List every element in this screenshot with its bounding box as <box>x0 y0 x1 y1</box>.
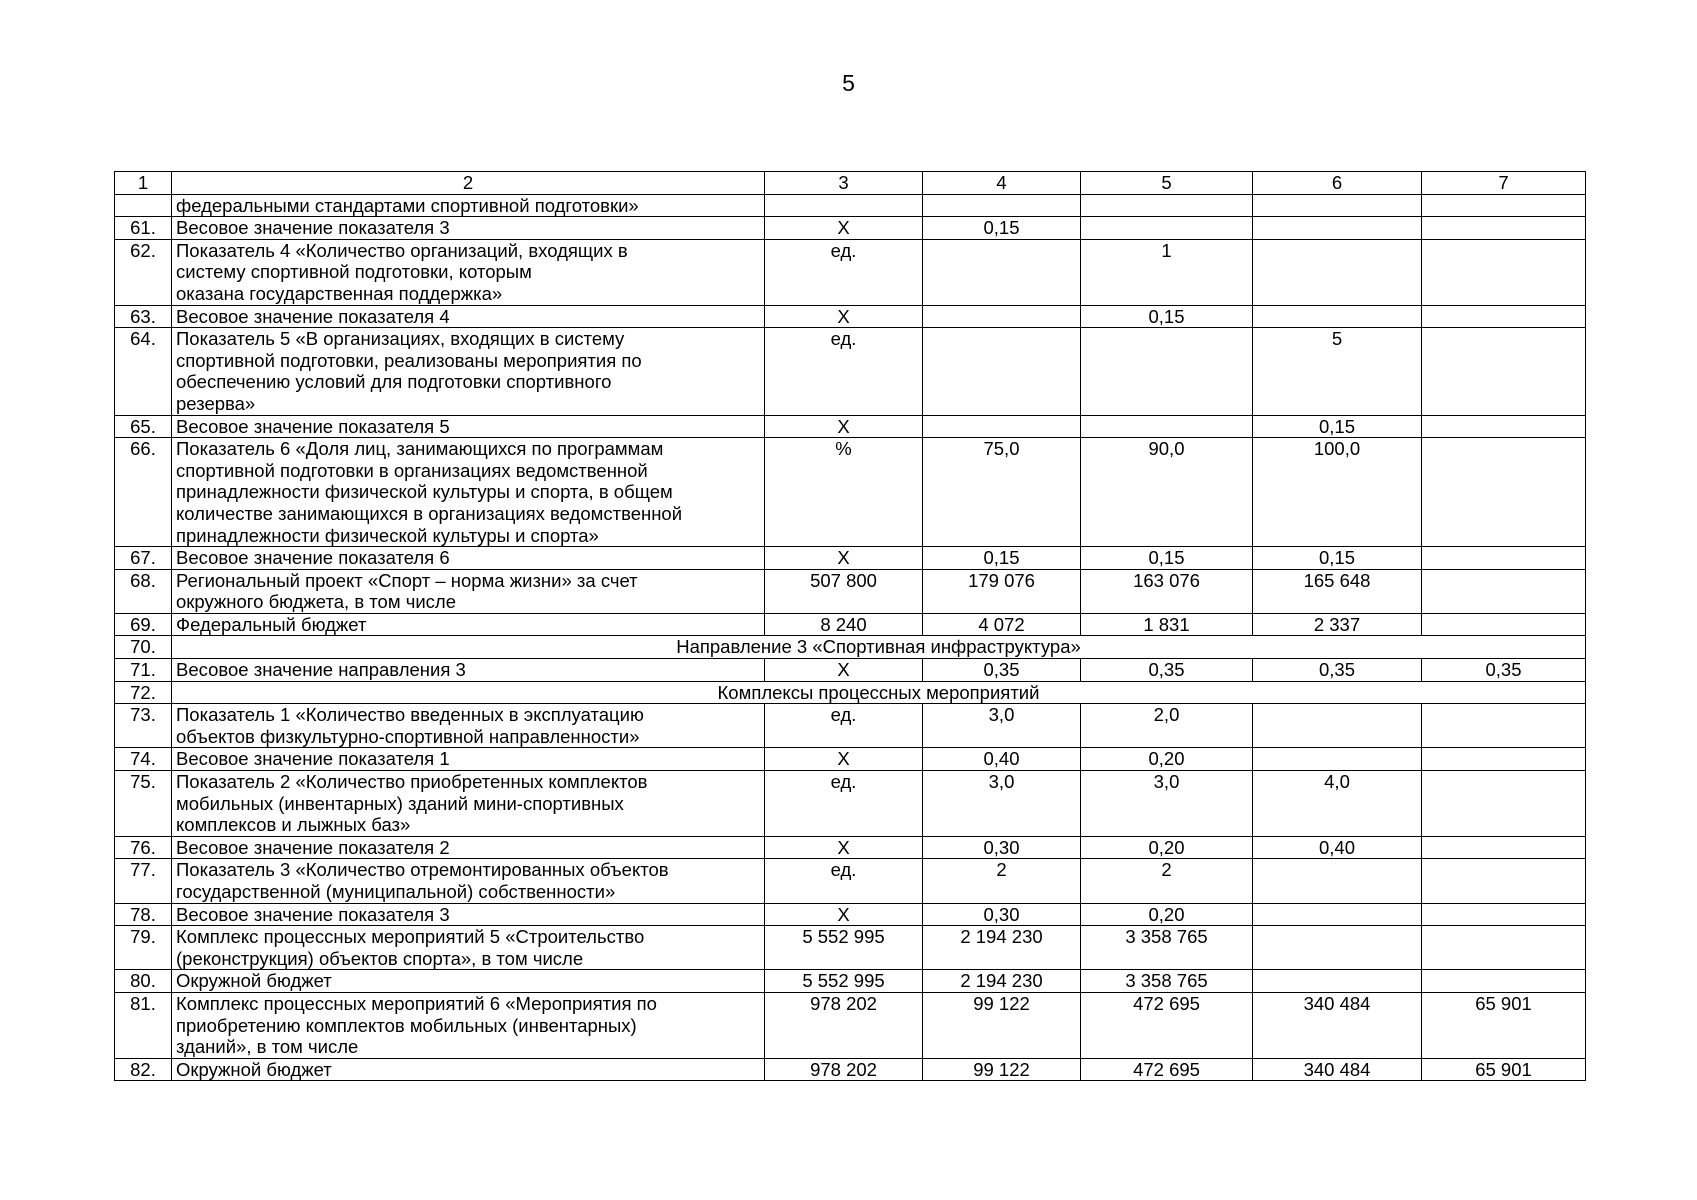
value-cell-col-7 <box>1422 704 1586 748</box>
table-row <box>115 659 1586 682</box>
value-cell-col-4 <box>923 415 1081 438</box>
table-row <box>115 681 1586 704</box>
value-cell-col-6: 2 337 <box>1253 613 1422 636</box>
table-row <box>115 1058 1586 1081</box>
header-cell-2: 2 <box>172 172 765 195</box>
row-number-cell: 77. <box>115 859 172 903</box>
indicator-name-cell: Весовое значение показателя 5 <box>172 415 765 438</box>
value-cell-col-5: 2 <box>1081 859 1253 903</box>
indicator-name-cell: Весовое значение показателя 2 <box>172 836 765 859</box>
value-cell-col-7 <box>1422 547 1586 570</box>
value-cell-col-3: 978 202 <box>765 992 923 1058</box>
value-cell-col-5: 0,15 <box>1081 547 1253 570</box>
value-cell-col-7 <box>1422 217 1586 240</box>
value-cell-col-6: 340 484 <box>1253 1058 1422 1081</box>
value-cell-col-5: 0,20 <box>1081 903 1253 926</box>
value-cell-col-5: 90,0 <box>1081 438 1253 547</box>
value-cell-col-3: ед. <box>765 328 923 415</box>
table-row <box>115 859 1586 903</box>
value-cell-col-3: 8 240 <box>765 613 923 636</box>
data-table <box>114 171 1586 1081</box>
value-cell-col-7 <box>1422 438 1586 547</box>
value-cell-col-3: Х <box>765 415 923 438</box>
value-cell-col-7 <box>1422 836 1586 859</box>
value-cell-col-7 <box>1422 771 1586 837</box>
indicator-name-cell: Показатель 4 «Количество организаций, входящих в систему спортивной подготовки, которым оказана государственная поддержка» <box>172 239 765 305</box>
section-heading-cell: Направление 3 «Спортивная инфраструктура» <box>172 636 1586 659</box>
value-cell-col-3: % <box>765 438 923 547</box>
row-number-cell <box>115 194 172 217</box>
row-number-cell: 70. <box>115 636 172 659</box>
value-cell-col-4: 99 122 <box>923 1058 1081 1081</box>
value-cell-col-7 <box>1422 903 1586 926</box>
row-number-cell: 62. <box>115 239 172 305</box>
value-cell-col-5: 3 358 765 <box>1081 926 1253 970</box>
value-cell-col-5: 0,15 <box>1081 305 1253 328</box>
value-cell-col-7 <box>1422 239 1586 305</box>
value-cell-col-6 <box>1253 748 1422 771</box>
value-cell-col-7 <box>1422 748 1586 771</box>
value-cell-col-4: 0,15 <box>923 547 1081 570</box>
table-row <box>115 970 1586 993</box>
value-cell-col-3: ед. <box>765 771 923 837</box>
table-body <box>115 172 1586 1081</box>
row-number-cell: 80. <box>115 970 172 993</box>
table-row <box>115 903 1586 926</box>
value-cell-col-7 <box>1422 569 1586 613</box>
value-cell-col-5 <box>1081 328 1253 415</box>
indicator-name-cell: федеральными стандартами спортивной подготовки» <box>172 194 765 217</box>
row-number-cell: 66. <box>115 438 172 547</box>
header-cell-6: 6 <box>1253 172 1422 195</box>
value-cell-col-6: 165 648 <box>1253 569 1422 613</box>
value-cell-col-4: 3,0 <box>923 771 1081 837</box>
value-cell-col-5 <box>1081 415 1253 438</box>
page-number: 5 <box>842 70 855 96</box>
header-cell-5: 5 <box>1081 172 1253 195</box>
value-cell-col-5: 0,20 <box>1081 748 1253 771</box>
table-row <box>115 636 1586 659</box>
table-row <box>115 836 1586 859</box>
value-cell-col-3: Х <box>765 547 923 570</box>
value-cell-col-3: Х <box>765 903 923 926</box>
header-cell-4: 4 <box>923 172 1081 195</box>
value-cell-col-3: Х <box>765 748 923 771</box>
value-cell-col-5: 0,20 <box>1081 836 1253 859</box>
value-cell-col-4: 3,0 <box>923 704 1081 748</box>
indicator-name-cell: Федеральный бюджет <box>172 613 765 636</box>
table-row <box>115 194 1586 217</box>
value-cell-col-4: 0,35 <box>923 659 1081 682</box>
value-cell-col-7 <box>1422 415 1586 438</box>
value-cell-col-4 <box>923 194 1081 217</box>
indicator-name-cell: Весовое значение показателя 4 <box>172 305 765 328</box>
value-cell-col-4: 0,30 <box>923 836 1081 859</box>
row-number-cell: 63. <box>115 305 172 328</box>
value-cell-col-5: 472 695 <box>1081 1058 1253 1081</box>
value-cell-col-3: ед. <box>765 859 923 903</box>
value-cell-col-6 <box>1253 859 1422 903</box>
value-cell-col-7 <box>1422 970 1586 993</box>
indicator-name-cell: Окружной бюджет <box>172 1058 765 1081</box>
row-number-cell: 72. <box>115 681 172 704</box>
value-cell-col-5: 1 <box>1081 239 1253 305</box>
value-cell-col-5: 3,0 <box>1081 771 1253 837</box>
indicator-name-cell: Весовое значение показателя 3 <box>172 903 765 926</box>
value-cell-col-6: 0,15 <box>1253 415 1422 438</box>
value-cell-col-6 <box>1253 903 1422 926</box>
indicator-name-cell: Показатель 2 «Количество приобретенных комплектов мобильных (инвентарных) зданий мини-спортивных комплексов и лыжных баз» <box>172 771 765 837</box>
row-number-cell: 61. <box>115 217 172 240</box>
indicator-name-cell: Весовое значение показателя 1 <box>172 748 765 771</box>
row-number-cell: 64. <box>115 328 172 415</box>
value-cell-col-3 <box>765 194 923 217</box>
table-row <box>115 547 1586 570</box>
value-cell-col-4: 2 <box>923 859 1081 903</box>
row-number-cell: 82. <box>115 1058 172 1081</box>
value-cell-col-4: 99 122 <box>923 992 1081 1058</box>
row-number-cell: 69. <box>115 613 172 636</box>
row-number-cell: 73. <box>115 704 172 748</box>
value-cell-col-4 <box>923 305 1081 328</box>
value-cell-col-4: 0,40 <box>923 748 1081 771</box>
value-cell-col-6 <box>1253 305 1422 328</box>
indicator-name-cell: Показатель 1 «Количество введенных в эксплуатацию объектов физкультурно-спортивной направленности» <box>172 704 765 748</box>
value-cell-col-4: 75,0 <box>923 438 1081 547</box>
value-cell-col-3: Х <box>765 836 923 859</box>
value-cell-col-7: 65 901 <box>1422 992 1586 1058</box>
value-cell-col-7 <box>1422 305 1586 328</box>
row-number-cell: 75. <box>115 771 172 837</box>
value-cell-col-5: 1 831 <box>1081 613 1253 636</box>
indicator-name-cell: Показатель 5 «В организациях, входящих в систему спортивной подготовки, реализованы мероприятия по обеспечению условий для подготовки спортивного резерва» <box>172 328 765 415</box>
value-cell-col-6: 5 <box>1253 328 1422 415</box>
header-cell-3: 3 <box>765 172 923 195</box>
value-cell-col-7 <box>1422 194 1586 217</box>
indicator-name-cell: Показатель 6 «Доля лиц, занимающихся по программам спортивной подготовки в организациях ведомственной принадлежности физической культуры и спорта, в общем количестве занимающихся в организациях ведомственной принадлежности физической культуры и спорта» <box>172 438 765 547</box>
table-row <box>115 992 1586 1058</box>
table-row <box>115 415 1586 438</box>
value-cell-col-7: 65 901 <box>1422 1058 1586 1081</box>
value-cell-col-6: 0,40 <box>1253 836 1422 859</box>
value-cell-col-6 <box>1253 926 1422 970</box>
value-cell-col-6 <box>1253 194 1422 217</box>
table-row <box>115 748 1586 771</box>
indicator-name-cell: Весовое значение показателя 6 <box>172 547 765 570</box>
value-cell-col-7 <box>1422 613 1586 636</box>
indicator-name-cell: Весовое значение направления 3 <box>172 659 765 682</box>
value-cell-col-3: 507 800 <box>765 569 923 613</box>
value-cell-col-3: 5 552 995 <box>765 970 923 993</box>
value-cell-col-5: 163 076 <box>1081 569 1253 613</box>
value-cell-col-3: ед. <box>765 239 923 305</box>
value-cell-col-6 <box>1253 217 1422 240</box>
value-cell-col-6: 0,15 <box>1253 547 1422 570</box>
row-number-cell: 65. <box>115 415 172 438</box>
value-cell-col-3: Х <box>765 659 923 682</box>
value-cell-col-6: 4,0 <box>1253 771 1422 837</box>
value-cell-col-3: Х <box>765 305 923 328</box>
table-header-row <box>115 172 1586 195</box>
value-cell-col-5: 3 358 765 <box>1081 970 1253 993</box>
value-cell-col-3: 978 202 <box>765 1058 923 1081</box>
value-cell-col-5: 2,0 <box>1081 704 1253 748</box>
table-row <box>115 926 1586 970</box>
value-cell-col-4: 179 076 <box>923 569 1081 613</box>
table-row <box>115 217 1586 240</box>
table-row <box>115 239 1586 305</box>
value-cell-col-3: ед. <box>765 704 923 748</box>
row-number-cell: 67. <box>115 547 172 570</box>
value-cell-col-5 <box>1081 217 1253 240</box>
indicator-name-cell: Весовое значение показателя 3 <box>172 217 765 240</box>
table-row <box>115 569 1586 613</box>
header-cell-7: 7 <box>1422 172 1586 195</box>
value-cell-col-4: 4 072 <box>923 613 1081 636</box>
value-cell-col-7: 0,35 <box>1422 659 1586 682</box>
row-number-cell: 71. <box>115 659 172 682</box>
table-row <box>115 613 1586 636</box>
value-cell-col-3: Х <box>765 217 923 240</box>
value-cell-col-3: 5 552 995 <box>765 926 923 970</box>
value-cell-col-6 <box>1253 970 1422 993</box>
table-row <box>115 305 1586 328</box>
value-cell-col-6: 0,35 <box>1253 659 1422 682</box>
indicator-name-cell: Комплекс процессных мероприятий 5 «Строительство (реконструкция) объектов спорта», в том числе <box>172 926 765 970</box>
value-cell-col-4 <box>923 328 1081 415</box>
row-number-cell: 79. <box>115 926 172 970</box>
value-cell-col-5 <box>1081 194 1253 217</box>
value-cell-col-4: 2 194 230 <box>923 970 1081 993</box>
value-cell-col-6: 340 484 <box>1253 992 1422 1058</box>
table-row <box>115 328 1586 415</box>
row-number-cell: 68. <box>115 569 172 613</box>
indicator-name-cell: Окружной бюджет <box>172 970 765 993</box>
table-row <box>115 704 1586 748</box>
value-cell-col-4: 2 194 230 <box>923 926 1081 970</box>
row-number-cell: 81. <box>115 992 172 1058</box>
value-cell-col-7 <box>1422 859 1586 903</box>
indicator-name-cell: Региональный проект «Спорт – норма жизни» за счет окружного бюджета, в том числе <box>172 569 765 613</box>
value-cell-col-4 <box>923 239 1081 305</box>
table-row <box>115 771 1586 837</box>
value-cell-col-7 <box>1422 328 1586 415</box>
value-cell-col-6: 100,0 <box>1253 438 1422 547</box>
value-cell-col-6 <box>1253 704 1422 748</box>
indicator-name-cell: Показатель 3 «Количество отремонтированных объектов государственной (муниципальной) собственности» <box>172 859 765 903</box>
header-cell-1: 1 <box>115 172 172 195</box>
row-number-cell: 74. <box>115 748 172 771</box>
value-cell-col-6 <box>1253 239 1422 305</box>
value-cell-col-4: 0,30 <box>923 903 1081 926</box>
value-cell-col-7 <box>1422 926 1586 970</box>
indicator-name-cell: Комплекс процессных мероприятий 6 «Мероприятия по приобретению комплектов мобильных (инвентарных) зданий», в том числе <box>172 992 765 1058</box>
value-cell-col-4: 0,15 <box>923 217 1081 240</box>
value-cell-col-5: 0,35 <box>1081 659 1253 682</box>
row-number-cell: 76. <box>115 836 172 859</box>
value-cell-col-5: 472 695 <box>1081 992 1253 1058</box>
row-number-cell: 78. <box>115 903 172 926</box>
section-heading-cell: Комплексы процессных мероприятий <box>172 681 1586 704</box>
table-row <box>115 438 1586 547</box>
